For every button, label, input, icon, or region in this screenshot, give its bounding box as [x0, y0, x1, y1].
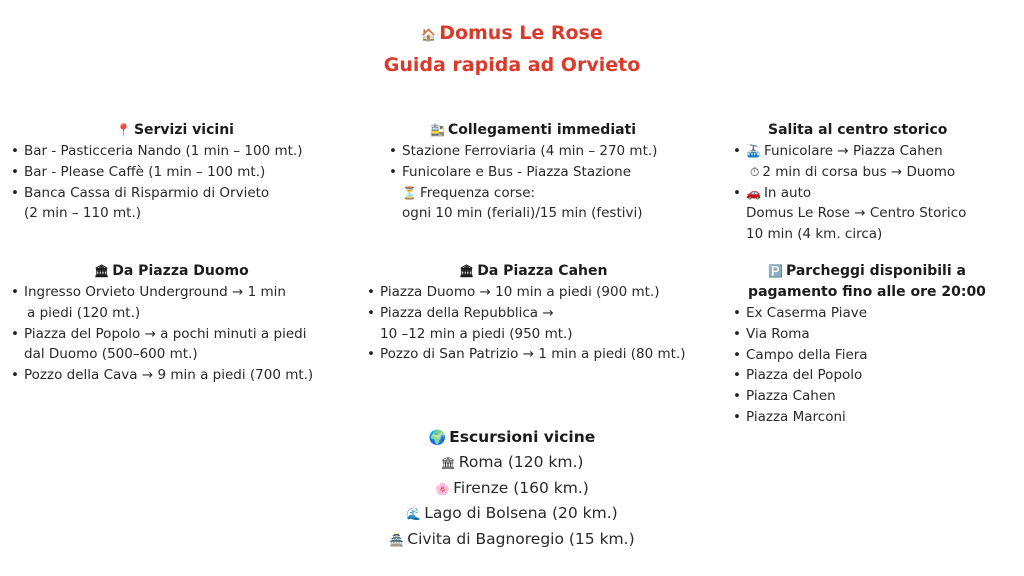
- section-title: 🌍 Escursioni vicine: [428, 428, 596, 446]
- section-title: 🏛 Da Piazza Duomo: [94, 263, 249, 279]
- globe-icon: 🌍: [428, 430, 447, 446]
- section-collegamenti: [388, 120, 688, 224]
- list-item-continuation: ogni 10 min (feriali)/15 min (festivi): [402, 205, 643, 222]
- list-item: • Bar - Pasticceria Nando (1 min – 100 mt.): [10, 141, 340, 162]
- list: [10, 141, 340, 224]
- section-title: Salita al centro storico: [768, 122, 948, 138]
- blossom-icon: 🌸: [435, 481, 451, 496]
- monument-icon: 🏛: [440, 456, 456, 470]
- section-title: 🅿️ Parcheggi disponibili a: [768, 263, 966, 279]
- list-item: • Ex Caserma Piave: [732, 303, 1017, 324]
- page-title: 🏠 Domus Le Rose: [421, 22, 603, 44]
- parking-icon: 🅿️: [768, 264, 783, 278]
- section-da-piazza-cahen: [366, 261, 722, 365]
- list-item: • Stazione Ferroviaria (4 min – 270 mt.): [388, 141, 688, 162]
- list-item-continuation: (2 min – 110 mt.): [24, 205, 141, 222]
- list-item-continuation: dal Duomo (500–600 mt.): [24, 346, 198, 363]
- list-item-continuation: 10 min (4 km. circa): [746, 226, 883, 243]
- list-item-continuation: ⏳ Frequenza corse:: [402, 184, 536, 201]
- train-station-icon: 🚉: [430, 123, 445, 137]
- list-item: • Pozzo di San Patrizio → 1 min a piedi (80 mt.): [366, 344, 722, 365]
- list-item-continuation: Domus Le Rose → Centro Storico: [746, 205, 967, 222]
- monument-icon: 🏛: [459, 264, 475, 278]
- list-item: • Via Roma: [732, 324, 1017, 345]
- list-item: • Piazza Marconi: [732, 407, 1017, 428]
- page-subtitle: Guida rapida ad Orvieto: [383, 54, 641, 76]
- list-item: • Ingresso Orvieto Underground → 1 min: [10, 282, 350, 303]
- section-title: 🚉 Collegamenti immediati: [430, 122, 637, 138]
- list-item: • Pozzo della Cava → 9 min a piedi (700 mt.): [10, 365, 350, 386]
- castle-icon: 🏯: [389, 532, 405, 547]
- list-item: • Banca Cassa di Risparmio di Orvieto: [10, 183, 340, 204]
- list-item: • Piazza della Repubblica →: [366, 303, 722, 324]
- list-item: • Funicolare e Bus - Piazza Stazione: [388, 162, 688, 183]
- list: [388, 141, 688, 224]
- excursion-item: 🏯 Civita di Bagnoregio (15 km.): [389, 529, 635, 548]
- list-item-continuation: a piedi (120 mt.): [27, 304, 141, 321]
- header: [0, 18, 1024, 80]
- excursion-item: 🌊 Lago di Bolsena (20 km.): [406, 504, 618, 522]
- excursion-item: 🌸 Firenze (160 km.): [435, 478, 589, 497]
- section-salita-centro: [732, 120, 1017, 245]
- list-item: • 🚠 Funicolare → Piazza Cahen: [732, 141, 1017, 162]
- list-item-continuation: ⏱ 2 min di corsa bus → Duomo: [750, 163, 956, 180]
- list-item: • Piazza Duomo → 10 min a piedi (900 mt.): [366, 282, 722, 303]
- list-item: • Campo della Fiera: [732, 345, 1017, 366]
- section-title-line2: pagamento fino alle ore 20:00: [748, 284, 986, 300]
- hourglass-icon: ⏳: [402, 185, 417, 200]
- section-parcheggi: [732, 261, 1017, 428]
- house-icon: 🏠: [421, 28, 437, 42]
- timer-icon: ⏱: [750, 164, 760, 179]
- funicular-icon: 🚠: [746, 144, 761, 158]
- list-item: • Piazza del Popolo → a pochi minuti a piedi: [10, 324, 350, 345]
- list: [732, 303, 1017, 428]
- list-item: • Piazza Cahen: [732, 386, 1017, 407]
- list-item: • Bar - Please Caffè (1 min – 100 mt.): [10, 162, 340, 183]
- excursion-item: 🏛 Roma (120 km.): [440, 453, 584, 471]
- section-escursioni: [312, 425, 712, 552]
- list: [10, 282, 350, 386]
- list-item: • 🚗 In auto: [732, 183, 1017, 204]
- section-da-piazza-duomo: [10, 261, 350, 386]
- section-title: 📍 Servizi vicini: [116, 122, 234, 138]
- section-title: 🏛 Da Piazza Cahen: [459, 263, 608, 279]
- monument-icon: 🏛: [94, 264, 110, 278]
- list-item: • Piazza del Popolo: [732, 365, 1017, 386]
- pin-icon: 📍: [116, 123, 131, 137]
- list: [732, 141, 1017, 245]
- list-item-continuation: 10 –12 min a piedi (950 mt.): [380, 325, 573, 342]
- car-icon: 🚗: [746, 185, 761, 200]
- section-servizi-vicini: [10, 120, 340, 224]
- list: [366, 282, 722, 365]
- wave-icon: 🌊: [406, 507, 422, 521]
